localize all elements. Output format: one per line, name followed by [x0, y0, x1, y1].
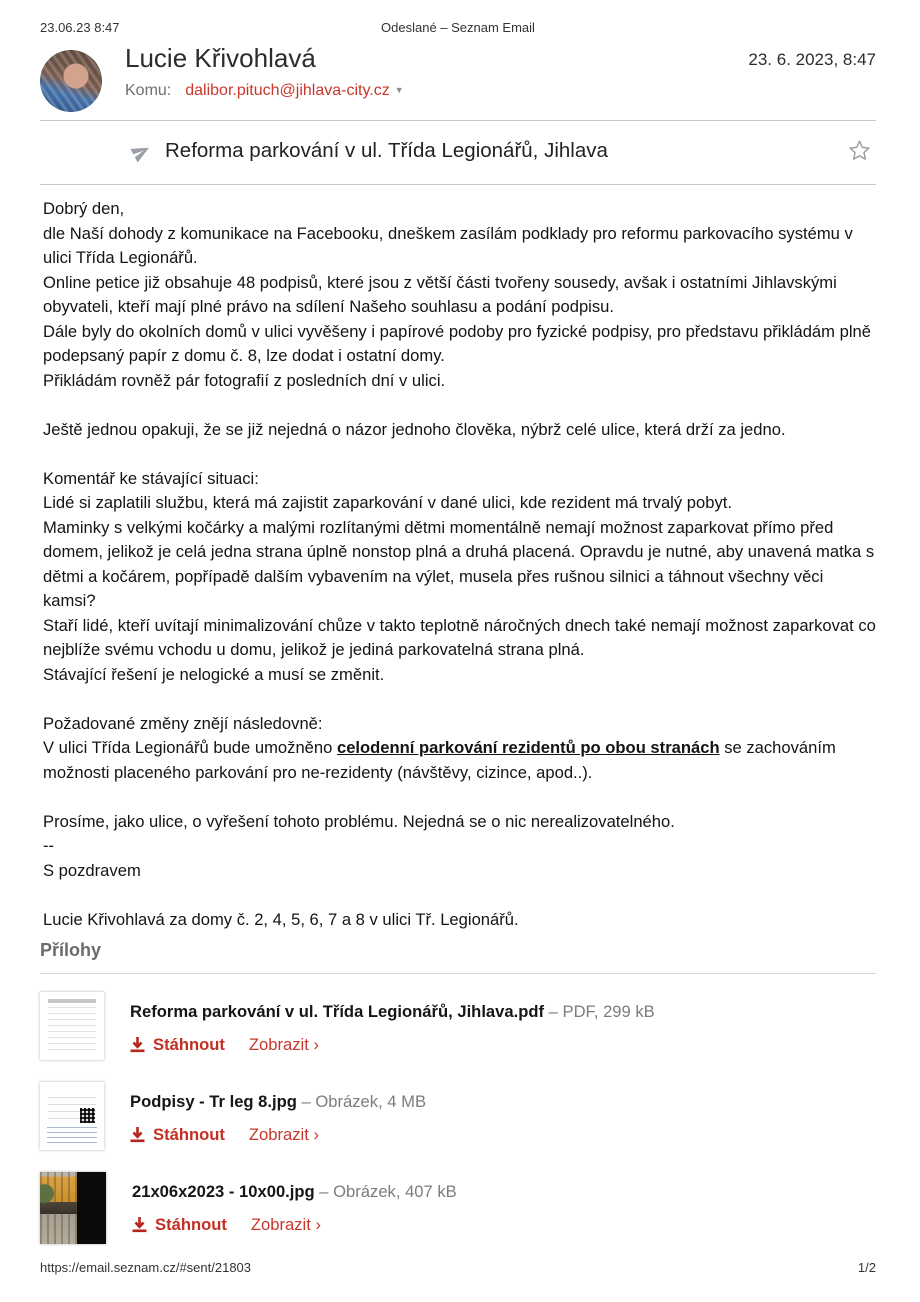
download-icon: [130, 1037, 145, 1053]
print-header: [40, 20, 876, 36]
body-paragraph: dle Naší dohody z komunikace na Facebooku, dneškem zasílám podklady pro reformu parkovacího systému v ulici Třída Legionářů.: [43, 223, 853, 267]
attachment-info: [130, 1082, 426, 1150]
attachment-info: [132, 1172, 457, 1244]
download-link[interactable]: Stáhnout: [155, 1215, 227, 1234]
request-prefix: V ulici Třída Legionářů bude umožněno: [43, 738, 337, 757]
request-suffix: se zachováním možnosti placeného parkování pro ne-rezidenty (návštěvy, cizince, apod..).: [43, 738, 836, 782]
email-subject: Reforma parkování v ul. Třída Legionářů, Jihlava: [165, 139, 608, 162]
view-link[interactable]: Zobrazit ›: [248, 1125, 319, 1144]
body-paragraph: Dále byly do okolních domů v ulici vyvěšeny i papírové podoby pro fyzické podpisy, pro představu přikládám plně podepsaný papír z domu č. 8, lze dodat i ostatní domy.: [43, 321, 871, 365]
attachment-meta: – PDF, 299 kB: [548, 1002, 655, 1021]
download-link[interactable]: Stáhnout: [153, 1125, 225, 1144]
print-footer: [40, 1260, 876, 1276]
attachment-name: Podpisy - Tr leg 8.jpg: [130, 1092, 297, 1111]
attachment-name: 21x06x2023 - 10x00.jpg: [132, 1182, 315, 1201]
page-number: 1/2: [857, 1260, 876, 1275]
black-photo-area: [77, 1172, 106, 1244]
download-icon: [130, 1127, 145, 1143]
document-text-lines: [48, 1007, 96, 1052]
attachment-row: [40, 1172, 876, 1244]
attachments-divider: [40, 973, 876, 974]
body-paragraph: Online petice již obsahuje 48 podpisů, které jsou z větší části tvořeny sousedy, avšak i ostatními Jihlavskými obyvateli, kteří mají plné právo na sdílení Našeho souhlasu a podání podpisu.: [43, 272, 837, 316]
chevron-down-icon[interactable]: ▼: [394, 85, 404, 95]
recipient-address-link[interactable]: dalibor.pituch@jihlava-city.cz: [185, 82, 390, 99]
street-photo: [40, 1172, 77, 1244]
body-paragraph: Stávající řešení je nelogické a musí se změnit.: [43, 664, 385, 684]
attachments-section: [40, 940, 876, 1266]
request-bold-text: celodenní parkování rezidentů po obou stranách: [336, 738, 720, 757]
sent-paper-plane-icon: [130, 141, 152, 163]
attachment-meta: – Obrázek, 4 MB: [301, 1092, 427, 1111]
attachment-info: [130, 992, 655, 1060]
sender-name: Lucie Křivohlavá: [125, 43, 316, 73]
document-title-line: [48, 999, 96, 1003]
attachment-name: Reforma parkování v ul. Třída Legionářů, Jihlava.pdf: [130, 1002, 545, 1021]
body-paragraph: Ještě jednou opakuji, že se již nejedná o názor jednoho člověka, nýbrž celé ulice, která drží za jedno.: [43, 419, 786, 439]
header-divider: [40, 120, 876, 121]
body-paragraph: Staří lidé, kteří uvítají minimalizování chůze v takto teplotně náročných dnech také nemají možnost zaparkovat co nejblíže svému vchodu u domu, jelikož je jediná parkovatelná strana plná.: [43, 615, 876, 659]
download-link[interactable]: Stáhnout: [153, 1035, 225, 1054]
recipient-row: [125, 82, 404, 100]
sender-avatar[interactable]: [40, 50, 102, 112]
subject-row: [40, 138, 876, 168]
blank-line: [43, 442, 879, 467]
to-label: Komu:: [125, 82, 172, 99]
print-url: https://email.seznam.cz/#sent/21803: [40, 1260, 252, 1275]
attachment-row: [40, 1082, 876, 1150]
email-date: 23. 6. 2023, 8:47: [748, 50, 876, 69]
body-paragraph: Prosíme, jako ulice, o vyřešení tohoto problému. Nejedná se o nic nerealizovatelného.: [43, 811, 675, 831]
qr-code: [80, 1108, 95, 1123]
body-paragraph: Komentář ke stávající situaci:: [43, 468, 259, 488]
attachment-row: [40, 992, 876, 1060]
view-link[interactable]: Zobrazit ›: [248, 1035, 319, 1054]
signature-greeting: S pozdravem: [43, 860, 141, 880]
signature-name: Lucie Křivohlavá za domy č. 2, 4, 5, 6, 7 a 8 v ulici Tř. Legionářů.: [43, 909, 519, 929]
blank-line: [43, 687, 879, 712]
body-paragraph: Dobrý den,: [43, 199, 125, 218]
blank-line: [43, 785, 879, 810]
body-paragraph: Lidé si zaplatili službu, která má zajistit zaparkování v dané ulici, kde rezident má trvalý pobyt.: [43, 493, 732, 512]
body-paragraph: Přikládám rovněž pár fotografií z posledních dní v ulici.: [43, 370, 446, 390]
attachment-thumbnail-pdf[interactable]: [40, 992, 104, 1060]
view-link[interactable]: Zobrazit ›: [250, 1215, 321, 1234]
attachment-thumbnail-photo[interactable]: [40, 1172, 106, 1244]
signature-delimiter: --: [43, 836, 55, 855]
blank-line: [43, 393, 879, 418]
subject-divider: [40, 184, 876, 185]
email-body: [43, 197, 879, 932]
print-datetime: 23.06.23 8:47: [40, 20, 120, 35]
signature-table-lines: [47, 1127, 97, 1144]
attachments-heading: Přílohy: [40, 940, 102, 960]
body-paragraph: Maminky s velkými kočárky a malými rozlítanými dětmi momentálně nemají možnost zaparkovat přímo před domem, jelikož je celá jedna strana úplně nonstop plná a druhá placená. Opravdu je nutné, aby unavená matka s dětmi a kočárem, popřípadě dalším vybavením na výlet, musela přes rušnou silnici a táhnout všechny věci kamsi?: [43, 517, 875, 610]
print-title: Odeslané – Seznam Email: [381, 20, 535, 35]
star-icon[interactable]: [847, 138, 872, 163]
blank-line: [43, 883, 879, 908]
body-paragraph: Požadované změny znějí následovně:: [43, 713, 323, 733]
attachment-meta: – Obrázek, 407 kB: [319, 1182, 457, 1201]
download-icon: [132, 1217, 147, 1233]
body-paragraph-request: [43, 736, 879, 785]
attachment-thumbnail-signatures[interactable]: [40, 1082, 104, 1150]
